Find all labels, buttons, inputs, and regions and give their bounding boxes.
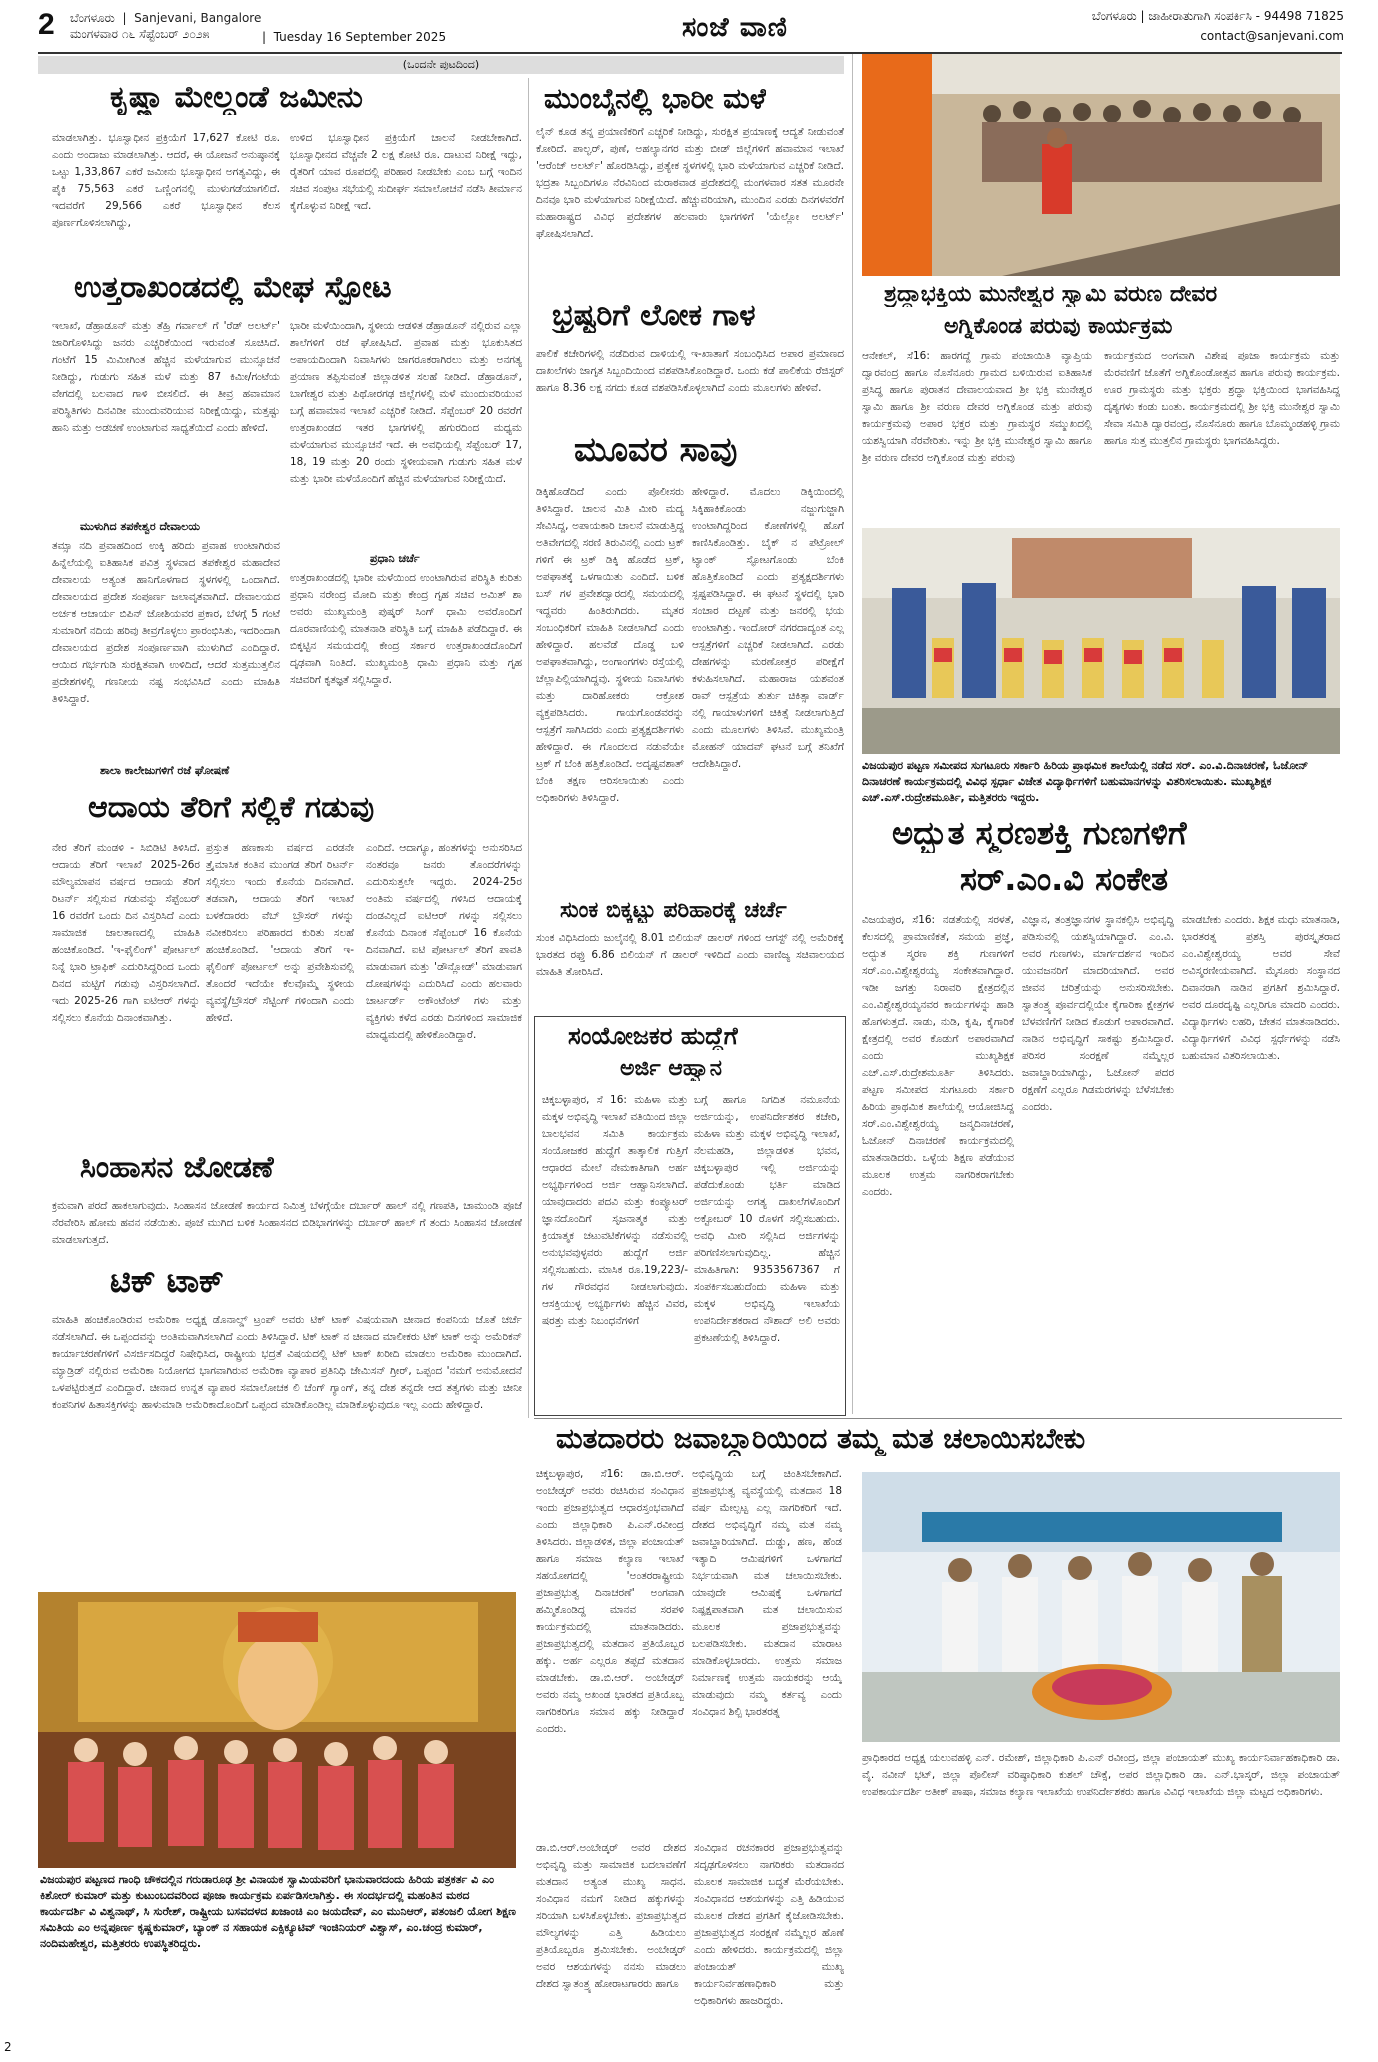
memory-col2: ವಿಜ್ಞಾನ, ತಂತ್ರಜ್ಞಾನಗಳ ಸ್ಥಾನಕಲ್ಪಿಸಿ ಅಭಿವೃದ್ಧಿ ಪಡಿಸುವಲ್ಲಿ ಯಶಸ್ವಿಯಾಗಿದ್ದಾರೆ. ಎಂ.ವಿ. ಅವರ ಗುಣಗಳು, ಮಾರ್ಗದರ್ಶನ ಇಂದಿನ ಯುವಜನರಿಗೆ ಮಾದರಿಯಾಗಿದೆ. ಅವರ ಜೀವನ ಚರಿತ್ರೆಯನ್ನು ಅನುಸರಿಸಬೇಕು. ಸ್ವಾತಂತ್ರ್ಯ ಪೂರ್ವದಲ್ಲಿಯೇ ಕೈಗಾರಿಕಾ ಕ್ಷೇತ್ರಗಳ ಬೆಳವಣಿಗೆಗೆ ನೀಡಿದ ಕೊಡುಗೆ ಅಪಾರವಾಗಿದೆ. ನಾಡಿನ ಅಭಿವೃದ್ಧಿಗೆ ಸಾಕಷ್ಟು ಶ್ರಮಿಸಿದ್ದಾರೆ. ಪರಿಸರ ಸಂರಕ್ಷಣೆ ನಮ್ಮೆಲ್ಲರ ಜವಾಬ್ದಾರಿಯಾಗಿದ್ದು, ಓಜೋನ್ ಪದರ ರಕ್ಷಣೆಗೆ ಎಲ್ಲರೂ ಗಿಡಮರಗಳನ್ನು ಬೆಳೆಸಬೇಕು ಎಂದರು. (1022, 914, 1174, 1113)
headline-memory: ಅದ್ಭುತ ಸ್ಮರಣಶಕ್ತಿ ಗುಣಗಳಿಗೆ (892, 814, 1187, 852)
masthead-paper: Sanjevani, Bangalore (134, 11, 262, 25)
page-number: 2 (38, 8, 55, 41)
masthead-right (1092, 6, 1344, 46)
headline-three-dead: ಮೂವರ ಸಾವು (574, 430, 738, 470)
continued-banner: (ಒಂದನೇ ಪುಟದಿಂದ) (38, 56, 844, 74)
throne-text: ಕ್ರಮವಾಗಿ ಪರದೆ ಹಾಕಲಾಗುವುದು. ಸಿಂಹಾಸನ ಜೋಡಣೆ ಕಾರ್ಯದ ನಿಮಿತ್ತ ಬೆಳಗ್ಗೆಯೇ ದರ್ಬಾರ್ ಹಾಲ್ ನಲ್ಲಿ ಗಣಪತಿ, ಚಾಮುಂಡಿ ಪೂಜೆ ನೆರವೇರಿಸಿ ಹೋಮ ಹವನ ನಡೆಯಿತು. ಪೂಜೆ ಮುಗಿದ ಬಳಿಕ ಸಿಂಹಾಸನದ ಬಿಡಿಭಾಗಗಳನ್ನು ದರ್ಬಾರ್ ಹಾಲ್ ಗೆ ತಂದು ಸಿಂಹಾಸನ ಜೋಡಣೆ ಮಾಡಲಾಗುತ್ತದೆ. (52, 1200, 522, 1246)
headline-tiktok: ಟಿಕ್ ಟಾಕ್ (110, 1262, 224, 1300)
voters-rule (534, 1418, 1342, 1419)
three-dead-col1: ಡಿಕ್ಕಿಹೊಡೆದಿದೆ ಎಂದು ಪೊಲೀಸರು ತಿಳಿಸಿದ್ದಾರೆ. ಚಾಲನ ಮಿತಿ ಮೀರಿ ಮದ್ಯ ಸೇವಿಸಿದ್ದ, ಅಪಾಯಕಾರಿ ಚಾಲನೆ ಮಾಡುತ್ತಿದ್ದ ಅತಿವೇಗದಲ್ಲಿ ಸರಣಿ ತಿರುವಿನಲ್ಲಿ ಎಂದು ಟ್ರಕ್ ಗಳಿಗೆ ಈ ಟ್ರಕ್ ಡಿಕ್ಕಿ ಹೊಡೆದ ಟ್ರಕ್, ಅಪಘಾತಕ್ಕೆ ಒಳಗಾಯಿತು ಎಂದಿದೆ. ಬಳಿಕ ಬಸ್ ಗಳ ಪ್ರವೇಶದ್ವಾರದಲ್ಲಿ ಸಮಯದಲ್ಲಿ ಇದ್ದವರು ಹಿಂತಿರುಗಿದರು. ಮೃತರ ಸಂಬಂಧಿಕರಿಗೆ ಮಾಹಿತಿ ನೀಡಲಾಗಿದೆ ಎಂದು ಹೇಳಿದ್ದಾರೆ. ಹಲವೆಡೆ ದೊಡ್ಡ ಬಳಿ ಅಪಘಾತವಾಗಿದ್ದು, ಅಂಗಾಂಗಗಳು ರಸ್ತೆಯಲ್ಲಿ ಚೆಲ್ಲಾಪಿಲ್ಲಿಯಾಗಿದ್ದವು. ಸ್ಥಳೀಯ ನಿವಾಸಿಗಳು ಮತ್ತು ದಾರಿಹೋಕರು ಆಕ್ರೋಶ ವ್ಯಕ್ತಪಡಿಸಿದರು. ಗಾಯಗೊಂಡವರನ್ನು ಆಸ್ಪತ್ರೆಗೆ ಸಾಗಿಸಿದರು ಎಂದು ಪ್ರತ್ಯಕ್ಷದರ್ಶಿಗಳು ಹೇಳಿದ್ದಾರೆ. ಈ ಗೊಂದಲದ ನಡುವೆಯೇ ಟ್ರಕ್ ಗೆ ಬೆಂಕಿ ಹತ್ತಿಕೊಂಡಿದೆ. ಅದೃಷ್ಟವಶಾತ್ ಬೆಂಕಿ ತಕ್ಷಣ ಆರಿಸಲಾಯಿತು ಎಂದು ಅಧಿಕಾರಿಗಳು ತಿಳಿಸಿದ್ದಾರೆ. (536, 486, 684, 804)
voters-photo-art (862, 1472, 1340, 1742)
headline-corrupt: ಭ್ರಷ್ಟರಿಗೆ ಲೋಕ ಗಾಳ (552, 298, 756, 333)
masthead-date-kn: ಮಂಗಳವಾರ ೧೬ ಸೆಪ್ಟೆಂಬರ್ ೨೦೨೫ (70, 27, 210, 41)
cloudburst-col1b: ತಮ್ಸಾ ನದಿ ಪ್ರವಾಹದಿಂದ ಉಕ್ಕಿ ಹರಿದು ಪ್ರವಾಹ ಉಂಟಾಗಿರುವ ಹಿನ್ನೆಲೆಯಲ್ಲಿ ಐತಿಹಾಸಿಕ ಪವಿತ್ರ ಸ್ಥಳವಾದ ತಪಕೇಶ್ವರ ಮಹಾದೇವ ದೇವಾಲಯ ಅತ್ಯಂತ ಹಾನಿಗೊಳಗಾದ ಸ್ಥಳಗಳಲ್ಲಿ ಒಂದಾಗಿದೆ. ದೇವಾಲಯದ ಪ್ರದೇಶ ಸಂಪೂರ್ಣ ಜಲಾವೃತವಾಗಿದೆ. ದೇವಾಲಯದ ಅರ್ಚಕ ಆಚಾರ್ಯ ಬಿಪಿನ್ ಜೋಶಿಯವರ ಪ್ರಕಾರ, ಬೆಳಗ್ಗೆ 5 ಗಂಟೆ ಸುಮಾರಿಗೆ ನದಿಯ ಹರಿವು ತೀವ್ರಗೊಳ್ಳಲು ಪ್ರಾರಂಭಿಸಿತು, ಇದರಿಂದಾಗಿ ದೇವಾಲಯದ ಪ್ರದೇಶ ಸಂಪೂರ್ಣವಾಗಿ ಮುಳುಗಿದೆ ಎಂದಿದ್ದಾರೆ. ಆಯಿದ ಗರ್ಭಗುಡಿ ಸುರಕ್ಷಿತವಾಗಿ ಉಳಿದಿದೆ, ಆದರೆ ಸುತ್ತಮುತ್ತಲಿನ ಪ್ರದೇಶಗಳಲ್ಲಿ ಗಣನೀಯ ನಷ್ಟ ಸಂಭವಿಸಿದೆ ಎಂದು ಮಾಹಿತಿ ತಿಳಿಸಿದ್ದಾರೆ. (52, 540, 280, 705)
corrupt-text: ಪಾಲಿಕೆ ಕಚೇರಿಗಳಲ್ಲಿ ನಡೆದಿರುವ ದಾಳಿಯಲ್ಲಿ ಇ-ಖಾತಾಗೆ ಸಂಬಂಧಿಸಿದ ಅಪಾರ ಪ್ರಮಾಣದ ದಾಖಲೆಗಳು ಜಾಗೃತ ಸಿಬ್ಬಂದಿಯಿಂದ ವಶಪಡಿಸಿಕೊಂಡಿದ್ದಾರೆ. ಒಂದು ಕಡೆ ಪಾಲಿಕೆಯ ರೆಜಿಸ್ಟರ್ ಹಾಗೂ 8.36 ಲಕ್ಷ ನಗದು ಕೂಡ ವಶಪಡಿಸಿಕೊಳ್ಳಲಾಗಿದೆ ಎಂದು ಮೂಲಗಳು ಹೇಳಿವೆ. (536, 348, 844, 394)
cloudburst-sub3: ಪ್ರಧಾನಿ ಚರ್ಚೆ (370, 552, 420, 565)
column-rule-right (852, 54, 853, 1414)
headline-memory-2: ಸರ್.ಎಂ.ವಿ ಸಂಕೇತ (960, 860, 1169, 898)
varuna-col1: ಆನೇಕಲ್, ಸೆ16: ಹಾರಗದ್ದೆ ಗ್ರಾಮ ಪಂಚಾಯಿತಿ ವ್ಯಾಪ್ತಿಯ ದ್ವಾರವಂದ್ರ ಹಾಗೂ ನೊಸೆನೂರು ಗ್ರಾಮದ ಬಳಿಯಿರುವ ಐತಿಹಾಸಿಕ ಪ್ರಸಿದ್ಧ ಹಾಗೂ ಪುರಾತನ ದೇವಾಲಯವಾದ ಶ್ರೀ ಭಕ್ತಿ ಮುನೇಶ್ವರ ಸ್ವಾಮಿ ಹಾಗೂ ಶ್ರೀ ವರುಣ ದೇವರ ಅಗ್ನಿಕೊಂಡ ಮತ್ತು ಪರುವು ಕಾರ್ಯಕ್ರಮವು ಅಪಾರ ಭಕ್ತರ ಮತ್ತು ಗ್ರಾಮಸ್ಥರ ಸಮ್ಮುಖದಲ್ಲಿ ಯಶಸ್ವಿಯಾಗಿ ನೆರವೇರಿತು. ಇನ್ನು ಶ್ರೀ ಭಕ್ತಿ ಮುನೇಶ್ವರ ಸ್ವಾಮಿ ಹಾಗೂ ಶ್ರೀ ವರುಣ ದೇವರ ಅಗ್ನಿಕೊಂಡ ಮತ್ತು ಪರುವು (862, 350, 1092, 464)
varuna-photo (862, 54, 1340, 276)
newspaper-logo: ಸಂಜೆ ವಾಣಿ (682, 12, 788, 43)
headline-krishna: ಕೃಷ್ಣಾ ಮೇಲ್ದಂಡೆ ಜಮೀನು (110, 80, 363, 115)
voters-photo (862, 1472, 1340, 1742)
school-photo (862, 528, 1340, 754)
headline-mumbai: ಮುಂಬೈನಲ್ಲಿ ಭಾರೀ ಮಳೆ (544, 82, 767, 115)
tax-col2: ಪ್ರಸ್ತುತ ಹಣಕಾಸು ವರ್ಷದ ಎರಡನೇ ತ್ರೈಮಾಸಿಕ ಕಂತಿನ ಮುಂಗಡ ತೆರಿಗೆ ರಿಟರ್ನ್ ಸಲ್ಲಿಸಲು ಇಂದು ಕೊನೆಯ ದಿನವಾಗಿದೆ. ತಡವಾಗಿ, ಆದಾಯ ತೆರಿಗೆ ಇಲಾಖೆ ಬಳಕೆದಾರರು ವೆಬ್ ಬ್ರೌಸರ್ ಗಳನ್ನು ನವೀಕರಿಸಲು ಪರಿಹಾರದ ಕುರಿತು ಸಲಹೆ ಹಂಚಿಕೊಂಡಿದೆ. 'ಆದಾಯ ತೆರಿಗೆ ಇ-ಫೈಲಿಂಗ್ ಪೋರ್ಟಲ್ ಅನ್ನು ಪ್ರವೇಶಿಸುವಲ್ಲಿ ತೊಂದರೆ ಇದೆಯೇ ಕೆಲವೊಮ್ಮೆ ಸ್ಥಳೀಯ ವ್ಯವಸ್ಥೆ/ಬ್ರೌಸರ್ ಸೆಟ್ಟಿಂಗ್ ಗಳಿಂದಾಗಿ ಎಂದು ಹೇಳಿದೆ. (206, 842, 354, 1024)
memory-col1: ವಿಜಯಪುರ, ಸೆ16: ನಡತೆಯಲ್ಲಿ ಸರಳತೆ, ಕೆಲಸದಲ್ಲಿ ಪ್ರಾಮಾಣಿಕತೆ, ಸಮಯ ಪ್ರಜ್ಞೆ, ಅದ್ಭುತ ಸ್ಮರಣ ಶಕ್ತಿ ಗುಣಗಳಿಗೆ ಸರ್.ಎಂ.ವಿಶ್ವೇಶ್ವರಯ್ಯ ಸಂಕೇತವಾಗಿದ್ದಾರೆ. ಇಡೀ ಜಗತ್ತು ನಿರಾವರಿ ಕ್ಷೇತ್ರದಲ್ಲಿನ ಎಂ.ವಿಶ್ವೇಶ್ವರಯ್ಯನವರ ಕಾರ್ಯಗಳನ್ನು ಹಾಡಿ ಹೊಗಳುತ್ತದೆ. ನಾಡು, ನುಡಿ, ಕೃಷಿ, ಕೈಗಾರಿಕೆ ಕ್ಷೇತ್ರದಲ್ಲಿ ಅವರ ಕೊಡುಗೆ ಅಪಾರವಾಗಿದೆ ಎಂದು ಮುಖ್ಯಶಿಕ್ಷಕ ಎಚ್.ಎಸ್.ರುದ್ರೇಶಮೂರ್ತಿ ತಿಳಿಸಿದರು. ಪಟ್ಟಣ ಸಮೀಪದ ಸುಗಟೂರು ಸರ್ಕಾರಿ ಹಿರಿಯ ಪ್ರಾಥಮಿಕ ಶಾಲೆಯಲ್ಲಿ ಆಯೋಜಿಸಿದ್ದ ಸರ್.ಎಂ.ವಿಶ್ವೇಶ್ವರಯ್ಯ ಜನ್ಮದಿನಾಚರಣೆ, ಓಜೋನ್ ದಿನಾಚರಣೆ ಕಾರ್ಯಕ್ರಮದಲ್ಲಿ ಮಾತನಾಡಿದರು. ಒಳ್ಳೆಯ ಶಿಕ್ಷಣ ಪಡೆಯುವ ಮೂಲಕ ಉತ್ತಮ ನಾಗರಿಕರಾಗಬೇಕು ಎಂದರು. (862, 914, 1014, 1198)
cloudburst-col2: ಭಾರೀ ಮಳೆಯಿಂದಾಗಿ, ಸ್ಥಳೀಯ ಆಡಳಿತ ಡೆಹ್ರಾಡೂನ್ ನಲ್ಲಿರುವ ಎಲ್ಲಾ ಶಾಲೆಗಳಿಗೆ ರಜೆ ಘೋಷಿಸಿದೆ. ಪ್ರವಾಹ ಮತ್ತು ಭೂಕುಸಿತದ ಅಪಾಯದಿಂದಾಗಿ ನಿವಾಸಿಗಳು ಜಾಗರೂಕರಾಗಿರಲು ಮತ್ತು ಅನಗತ್ಯ ಪ್ರಯಾಣ ತಪ್ಪಿಸುವಂತೆ ಜಿಲ್ಲಾಡಳಿತ ಸಲಹೆ ನೀಡಿದೆ. ಡೆಹ್ರಾಡೂನ್, ಬಾಗೇಶ್ವರ ಮತ್ತು ಪಿಥೋರಗಢ ಜಿಲ್ಲೆಗಳಲ್ಲಿ ಮಳೆ ಮುಂದುವರಿಯುವ ಬಗ್ಗೆ ಹವಾಮಾನ ಇಲಾಖೆ ಎಚ್ಚರಿಕೆ ನೀಡಿದೆ. ಸೆಪ್ಟೆಂಬರ್ 20 ರವರೆಗೆ ಉತ್ತರಾಖಂಡದ ಇತರ ಭಾಗಗಳಲ್ಲಿ ಹಗುರದಿಂದ ಮಧ್ಯಮ ಮಳೆಯಾಗುವ ಮುನ್ಸೂಚನೆ ಇದೆ. ಈ ಅವಧಿಯಲ್ಲಿ ಸೆಪ್ಟೆಂಬರ್ 17, 18, 19 ಮತ್ತು 20 ರಂದು ಸ್ಥಳೀಯವಾಗಿ ಗುಡುಗು ಸಹಿತ ಮಳೆ ಮತ್ತು ಭಾರೀ ಮಳೆಯೊಂದಿಗೆ ಹೆಚ್ಚಿನ ಮಳೆಯಾಗುವ ನಿರೀಕ್ಷೆಯಿದೆ. (290, 320, 522, 485)
cloudburst-col2b: ಉತ್ತರಾಖಂಡದಲ್ಲಿ ಭಾರೀ ಮಳೆಯಿಂದ ಉಂಟಾಗಿರುವ ಪರಿಸ್ಥಿತಿ ಕುರಿತು ಪ್ರಧಾನಿ ನರೇಂದ್ರ ಮೋದಿ ಮತ್ತು ಕೇಂದ್ರ ಗೃಹ ಸಚಿವ ಅಮಿತ್ ಶಾ ಅವರು ಮುಖ್ಯಮಂತ್ರಿ ಪುಷ್ಕರ್ ಸಿಂಗ್ ಧಾಮಿ ಅವರೊಂದಿಗೆ ದೂರವಾಣಿಯಲ್ಲಿ ಮಾತನಾಡಿ ಪರಿಸ್ಥಿತಿ ಬಗ್ಗೆ ಮಾಹಿತಿ ಪಡೆದಿದ್ದಾರೆ. ಈ ಬಿಕ್ಕಟ್ಟಿನ ಸಮಯದಲ್ಲಿ ಕೇಂದ್ರ ಸರ್ಕಾರ ಉತ್ತರಾಖಂಡದೊಂದಿಗೆ ದೃಢವಾಗಿ ನಿಂತಿದೆ. ಮುಖ್ಯಮಂತ್ರಿ ಧಾಮಿ ಪ್ರಧಾನಿ ಮತ್ತು ಗೃಹ ಸಚಿವರಿಗೆ ಕೃತಜ್ಞತೆ ಸಲ್ಲಿಸಿದ್ದಾರೆ. (290, 572, 522, 686)
coordinator-col1: ಚಿಕ್ಕಬಳ್ಳಾಪುರ, ಸೆ 16: ಮಹಿಳಾ ಮತ್ತು ಮಕ್ಕಳ ಅಭಿವೃದ್ಧಿ ಇಲಾಖೆ ವತಿಯಿಂದ ಜಿಲ್ಲಾ ಬಾಲಭವನ ಸಮಿತಿ ಕಾರ್ಯಕ್ರಮ ಸಂಯೋಜಕರ ಹುದ್ದೆಗೆ ತಾತ್ಕಾಲಿಕ ಗುತ್ತಿಗೆ ಆಧಾರದ ಮೇಲೆ ನೇಮಕಾತಿಗಾಗಿ ಅರ್ಹ ಅಭ್ಯರ್ಥಿಗಳಿಂದ ಅರ್ಜಿ ಆಹ್ವಾನಿಸಲಾಗಿದೆ. ಯಾವುದಾದರು ಪದವಿ ಮತ್ತು ಕಂಪ್ಯೂಟರ್ ಜ್ಞಾನದೊಂದಿಗೆ ಸೃಜನಾತ್ಮಕ ಮತ್ತು ಕ್ರಿಯಾತ್ಮಕ ಚಟುವಟಿಕೆಗಳನ್ನು ನಡೆಸುವಲ್ಲಿ ಅನುಭವವುಳ್ಳವರು ಹುದ್ದೆಗೆ ಅರ್ಜಿ ಸಲ್ಲಿಸಬಹುದು. ಮಾಸಿಕ ರೂ.19,223/- ಗಳ ಗೌರವಧನ ನೀಡಲಾಗುವುದು. ಆಸಕ್ತಿಯುಳ್ಳ ಅಭ್ಯರ್ಥಿಗಳು ಹೆಚ್ಚಿನ ವಿವರ, ಷರತ್ತು ಮತ್ತು ನಿಬಂಧನೆಗಳಿಗೆ (542, 1094, 688, 1327)
voters-col3: ಡಾ.ಬಿ.ಆರ್.ಅಂಬೇಡ್ಕರ್ ಅವರ ದೇಶದ ಅಭಿವೃದ್ಧಿ ಮತ್ತು ಸಾಮಾಜಿಕ ಬದಲಾವಣೆಗೆ ಮತದಾನ ಅತ್ಯಂತ ಮುಖ್ಯ ಸಾಧನ. ಸಂವಿಧಾನ ನಮಗೆ ನೀಡಿದ ಹಕ್ಕುಗಳನ್ನು ಸರಿಯಾಗಿ ಬಳಸಿಕೊಳ್ಳಬೇಕು. ಪ್ರಜಾಪ್ರಭುತ್ವದ ಮೌಲ್ಯಗಳನ್ನು ಎತ್ತಿ ಹಿಡಿಯಲು ಪ್ರತಿಯೊಬ್ಬರೂ ಶ್ರಮಿಸಬೇಕು. ಅಂಬೇಡ್ಕರ್ ಅವರ ಆಶಯಗಳನ್ನು ನನಸು ಮಾಡಲು ದೇಶದ ಸ್ವಾತಂತ್ರ್ಯ ಹೋರಾಟಗಾರರು ಹಾಗೂ (536, 1842, 686, 1990)
krishna-col1: ಮಾಡಲಾಗಿತ್ತು. ಭೂಸ್ವಾಧೀನ ಪ್ರಕ್ರಿಯೆಗೆ 17,627 ಕೋಟಿ ರೂ. ಎಂದು ಅಂದಾಜು ಮಾಡಲಾಗಿತ್ತು. ಆದರೆ, ಈ ಯೋಜನೆ ಅನುಷ್ಠಾನಕ್ಕೆ ಒಟ್ಟು 1,33,867 ಎಕರೆ ಜಮೀನು ಭೂಸ್ವಾಧೀನ ಅಗತ್ಯವಿದ್ದು, ಈ ಪೈಕಿ 75,563 ಎಕರೆ ಒಣ್ಣಿಂಗನಲ್ಲಿ ಮುಳುಗಡೆಯಾಗಲಿದೆ. ಇದವರೆಗೆ 29,566 ಎಕರೆ ಭೂಸ್ವಾಧೀನ ಕೆಲಸ ಪೂರ್ಣಗೊಳಿಸಲಾಗಿದ್ದು, (52, 132, 280, 229)
varuna-photo-art (862, 54, 1340, 276)
headline-coordinator-2: ಅರ್ಜಿ ಆಹ್ವಾನ (620, 1056, 723, 1081)
voters-col1: ಚಿಕ್ಕಬಳ್ಳಾಪುರ, ಸೆ16: ಡಾ.ಬಿ.ಆರ್. ಅಂಬೇಡ್ಕರ್ ಅವರು ರಚಿಸಿರುವ ಸಂವಿಧಾನ ಇಂದು ಪ್ರಜಾಪ್ರಭುತ್ವದ ಆಧಾರಸ್ತಂಭವಾಗಿದೆ ಎಂದು ಜಿಲ್ಲಾಧಿಕಾರಿ ಪಿ.ಎನ್.ರವೀಂದ್ರ ತಿಳಿಸಿದರು. ಜಿಲ್ಲಾಡಳಿತ, ಜಿಲ್ಲಾ ಪಂಚಾಯತ್ ಹಾಗೂ ಸಮಾಜ ಕಲ್ಯಾಣ ಇಲಾಖೆ ಸಹಯೋಗದಲ್ಲಿ 'ಅಂತರರಾಷ್ಟ್ರೀಯ ಪ್ರಜಾಪ್ರಭುತ್ವ ದಿನಾಚರಣೆ' ಅಂಗವಾಗಿ ಹಮ್ಮಿಕೊಂಡಿದ್ದ ಮಾನವ ಸರಪಳಿ ಕಾರ್ಯಕ್ರಮದಲ್ಲಿ ಮಾತನಾಡಿದರು. ಪ್ರಜಾಪ್ರಭುತ್ವದಲ್ಲಿ ಮತದಾನ ಪ್ರತಿಯೊಬ್ಬರ ಹಕ್ಕು. ಅರ್ಹ ಎಲ್ಲರೂ ತಪ್ಪದೆ ಮತದಾನ ಮಾಡಬೇಕು. ಡಾ.ಬಿ.ಆರ್. ಅಂಬೇಡ್ಕರ್ ಅವರು ನಮ್ಮ ಅಖಂಡ ಭಾರತದ ಪ್ರತಿಯೊಬ್ಬ ನಾಗರಿಕರಿಗೂ ಸಮಾನ ಹಕ್ಕು ನೀಡಿದ್ದಾರೆ ಎಂದರು. (536, 1468, 684, 1735)
school-photo-art (862, 528, 1340, 754)
ganesha-photo (38, 1592, 516, 1868)
masthead-date-en: | Tuesday 16 September 2025 (262, 30, 447, 44)
headline-coordinator: ಸಂಯೋಜಕರ ಹುದ್ದೆಗೆ (568, 1022, 738, 1050)
headline-throne: ಸಿಂಹಾಸನ ಜೋಡಣೆ (80, 1150, 274, 1185)
varuna-col2: ಕಾರ್ಯಕ್ರಮದ ಅಂಗವಾಗಿ ವಿಶೇಷ ಪೂಜಾ ಕಾರ್ಯಕ್ರಮ ಮತ್ತು ಮೆರವಣಿಗೆ ಜೊತೆಗೆ ಅಗ್ನಿಕೊಂಡೋತ್ಸವ ಹಾಗೂ ಪರುವು ಕಾರ್ಯಕ್ರಮ. ಊರ ಗ್ರಾಮಸ್ಥರು ಮತ್ತು ಭಕ್ತರು ಶ್ರದ್ಧಾ ಭಕ್ತಿಯಿಂದ ಭಾಗವಹಿಸಿದ್ದ ದೃಶ್ಯಗಳು ಕಂಡು ಬಂತು. ಕಾರ್ಯಕ್ರಮದಲ್ಲಿ ಶ್ರೀ ಭಕ್ತಿ ಮುನೇಶ್ವರ ಸ್ವಾಮಿ ಸೇವಾ ಸಮಿತಿ ದ್ವಾರವಂದ್ರ, ನೊಸೆನೂರು ಹಾಗೂ ಬೊಮ್ಮಂಡಹಳ್ಳಿ ಗ್ರಾಮ ಹಾಗೂ ಸುತ್ತ ಮುತ್ತಲಿನ ಗ್ರಾಮಸ್ಥರು ಭಾಗವಹಿಸಿದ್ದರು. (1104, 350, 1340, 447)
masthead-email: contact@sanjevani.com (1200, 29, 1344, 43)
headline-varuna-2: ಅಗ್ನಿಕೊಂಡ ಪರುವು ಕಾರ್ಯಕ್ರಮ (944, 314, 1173, 339)
footer-page-number: 2 (4, 2040, 12, 2054)
headline-tariff: ಸುಂಕ ಬಿಕ್ಕಟ್ಟು ಪರಿಹಾರಕ್ಕೆ ಚರ್ಚೆ (560, 898, 787, 923)
cloudburst-sub2: ಶಾಲಾ ಕಾಲೇಜುಗಳಿಗೆ ರಜೆ ಘೋಷಣೆ (100, 764, 230, 777)
column-rule (528, 78, 529, 1418)
masthead-ad-contact: ಬೆಂಗಳೂರು | ಜಾಹೀರಾತುಗಾಗಿ ಸಂಪರ್ಕಿಸಿ - 94498 71825 (1091, 9, 1344, 23)
tax-col1: ನೇರ ತೆರಿಗೆ ಮಂಡಳಿ - ಸಿಬಿಡಿಟಿ ತಿಳಿಸಿದೆ. ಆದಾಯ ತೆರಿಗೆ ಇಲಾಖೆ 2025-26ರ ಮೌಲ್ಯಮಾಪನ ವರ್ಷದ ಆದಾಯ ತೆರಿಗೆ ರಿಟರ್ನ್ ಸಲ್ಲಿಸುವ ಗಡುವನ್ನು ಸೆಪ್ಟೆಂಬರ್ 16 ರವರೆಗೆ ಒಂದು ದಿನ ವಿಸ್ತರಿಸಿದೆ ಎಂದು ಸಾಮಾಜಿಕ ಜಾಲತಾಣದಲ್ಲಿ ಮಾಹಿತಿ ಹಂಚಿಕೊಂಡಿದೆ. 'ಇ-ಫೈಲಿಂಗ್' ಪೋರ್ಟಲ್ ನಿನ್ನೆ ಭಾರಿ ಟ್ರಾಫಿಕ್ ಎದುರಿಸಿದ್ದರಿಂದ ಒಂದು ದಿನದ ಮಟ್ಟಿಗೆ ಗಡುವು ವಿಸ್ತರಿಸಲಾಗಿದೆ. ಇದು 2025-26 ಗಾಗಿ ಐಟಿಆರ್ ಗಳನ್ನು ಸಲ್ಲಿಸಲು ಕೊನೆಯ ದಿನಾಂಕವಾಗಿತ್ತು. (52, 842, 200, 1024)
school-caption: ವಿಜಯಪುರ ಪಟ್ಟಣ ಸಮೀಪದ ಸುಗಟೂರು ಸರ್ಕಾರಿ ಹಿರಿಯ ಪ್ರಾಥಮಿಕ ಶಾಲೆಯಲ್ಲಿ ನಡೆದ ಸರ್. ಎಂ.ವಿ.ದಿನಾಚರಣೆ, ಓಜೋನ್ ದಿನಾಚರಣೆ ಕಾರ್ಯಕ್ರಮದಲ್ಲಿ ವಿವಿಧ ಸ್ಪರ್ಧಾ ವಿಜೇತ ವಿದ್ಯಾರ್ಥಿಗಳಿಗೆ ಬಹುಮಾನಗಳನ್ನು ವಿತರಿಸಲಾಯಿತು. ಮುಖ್ಯಶಿಕ್ಷಕ ಎಚ್.ಎಸ್.ರುದ್ರೇಶಮೂರ್ತಿ, ಮತ್ತಿತರರು ಇದ್ದರು. (862, 759, 1309, 804)
ganesha-caption: ವಿಜಯಪುರ ಪಟ್ಟಣದ ಗಾಂಧಿ ಚೌಕದಲ್ಲಿನ ಗರುಡಾರೂಢ ಶ್ರೀ ವಿನಾಯಕ ಸ್ವಾಮಿಯವರಿಗೆ ಭಾನುವಾರದಂದು ಹಿರಿಯ ಪತ್ರಕರ್ತ ವಿ ಎಂ ಕಿಶೋರ್ ಕುಮಾರ್ ಮತ್ತು ಕುಟುಂಬದವರಿಂದ ಪೂಜಾ ಕಾರ್ಯಕ್ರಮ ಏರ್ಪಡಿಸಲಾಗಿತ್ತು. ಈ ಸಂದರ್ಭದಲ್ಲಿ ಮಹಂತಿನ ಮಠದ ಕಾರ್ಯದರ್ಶಿ ವಿ ವಿಶ್ವನಾಥ್, ಸಿ ಸುರೇಶ್, ರಾಷ್ಟ್ರೀಯ ಬಸವದಳದ ಖಜಾಂಚಿ ಎಂ ಜಯದೇವ್, ಎಂ ಮುನಿಆರ್, ಪತಂಜಲಿ ಯೋಗ ಶಿಕ್ಷಣ ಸಮಿತಿಯ ಎಂ ಅನ್ನಪೂರ್ಣ ಕೃಷ್ಣಕುಮಾರ್, ಬ್ಯಾಂಕ್ ನ ಸಹಾಯಕ ಎಕ್ಸಿಕ್ಯೂಟಿವ್ ಇಂಜಿನಿಯರ್ ವಿಶ್ವಾಸ್, ಎಂ.ಚಂದ್ರ ಕುಮಾರ್, ನಂದಿಮಹೇಶ್ವರ, ಮತ್ತಿತರರು ಉಪಸ್ಥಿತರಿದ್ದರು. (40, 1873, 516, 1950)
voters-col4: ಸಂವಿಧಾನ ರಚನಕಾರರ ಪ್ರಜಾಪ್ರಭುತ್ವವನ್ನು ಸದೃಢಗೊಳಿಸಲು ನಾಗರಿಕರು ಮತದಾನದ ಮೂಲಕ ಸಾಮಾಜಿಕ ಬದ್ಧತೆ ಮೆರೆಯಬೇಕು. ಸಂವಿಧಾನದ ಆಶಯಗಳನ್ನು ಎತ್ತಿ ಹಿಡಿಯುವ ಮೂಲಕ ದೇಶದ ಪ್ರಗತಿಗೆ ಕೈಜೋಡಿಸಬೇಕು. ಪ್ರಜಾಪ್ರಭುತ್ವದ ಸಂರಕ್ಷಣೆ ನಮ್ಮೆಲ್ಲರ ಹೊಣೆ ಎಂದು ಹೇಳಿದರು. ಕಾರ್ಯಕ್ರಮದಲ್ಲಿ ಜಿಲ್ಲಾ ಪಂಚಾಯತ್ ಮುಖ್ಯ ಕಾರ್ಯನಿರ್ವಹಣಾಧಿಕಾರಿ ಮತ್ತು ಅಧಿಕಾರಿಗಳು ಹಾಜರಿದ್ದರು. (694, 1842, 844, 2007)
ganesha-photo-art (38, 1592, 516, 1868)
krishna-col2: ಉಳಿದ ಭೂಸ್ವಾಧೀನ ಪ್ರಕ್ರಿಯೆಗೆ ಚಾಲನೆ ನೀಡಬೇಕಾಗಿದೆ. ಭೂಸ್ವಾಧೀನದ ವೆಚ್ಚವೇ 2 ಲಕ್ಷ ಕೋಟಿ ರೂ. ದಾಟುವ ನಿರೀಕ್ಷೆ ಇದ್ದು, ರೈತರಿಗೆ ಯಾವ ರೂಪದಲ್ಲಿ ಪರಿಹಾರ ನೀಡಬೇಕು ಎಂಬ ಬಗ್ಗೆ ಇಂದಿನ ಸಚಿವ ಸಂಪುಟ ಸಭೆಯಲ್ಲಿ ಸುದೀರ್ಘ ಸಮಾಲೋಚನೆ ನಡೆಸಿ ತೀರ್ಮಾನ ಕೈಗೊಳ್ಳುವ ನಿರೀಕ್ಷೆ ಇದೆ. (290, 132, 522, 212)
date-en-text: Tuesday 16 September 2025 (273, 30, 447, 44)
coordinator-col2: ಬಗ್ಗೆ ಹಾಗೂ ನಿಗದಿತ ನಮೂನೆಯ ಅರ್ಜಿಯನ್ನು, ಉಪನಿರ್ದೇಶಕರ ಕಚೇರಿ, ಮಹಿಳಾ ಮತ್ತು ಮಕ್ಕಳ ಅಭಿವೃದ್ಧಿ ಇಲಾಖೆ, ನೆಲಮಹಡಿ, ಜಿಲ್ಲಾಡಳಿತ ಭವನ, ಚಿಕ್ಕಬಳ್ಳಾಪುರ ಇಲ್ಲಿ ಅರ್ಜಿಯನ್ನು ಪಡೆದುಕೊಂಡು ಭರ್ತಿ ಮಾಡಿದ ಅರ್ಜಿಯನ್ನು ಅಗತ್ಯ ದಾಖಲೆಗಳೊಂದಿಗೆ ಅಕ್ಟೋಬರ್ 10 ರೊಳಗೆ ಸಲ್ಲಿಸಬಹುದು. ಅವಧಿ ಮೀರಿ ಸಲ್ಲಿಸಿದ ಅರ್ಜಿಗಳನ್ನು ಪರಿಗಣಿಸಲಾಗುವುದಿಲ್ಲ. ಹೆಚ್ಚಿನ ಮಾಹಿತಿಗಾಗಿ: 9353567367 ಗೆ ಸಂಪರ್ಕಿಸಬಹುದೆಂದು ಮಹಿಳಾ ಮತ್ತು ಮಕ್ಕಳ ಅಭಿವೃದ್ಧಿ ಇಲಾಖೆಯ ಉಪನಿರ್ದೇಶಕರಾದ ನೌಶಾದ್ ಅಲಿ ಅವರು ಪ್ರಕಟಣೆಯಲ್ಲಿ ತಿಳಿಸಿದ್ದಾರೆ. (694, 1094, 840, 1344)
headline-varuna: ಶ್ರದ್ಧಾಭಕ್ತಿಯ ಮುನೇಶ್ವರ ಸ್ವಾಮಿ ವರುಣ ದೇವರ (884, 282, 1218, 307)
headline-cloudburst: ಉತ್ತರಾಖಂಡದಲ್ಲಿ ಮೇಘ ಸ್ಫೋಟ (74, 270, 392, 305)
three-dead-col2: ಹೇಳಿದ್ದಾರೆ. ಮೊದಲು ಡಿಕ್ಕಿಯಿಂದಲ್ಲಿ ಸಿಕ್ಕಿಹಾಕಿಕೊಂಡು ನಜ್ಜುಗುಜ್ಜಾಗಿ ಉಂಟಾಗಿದ್ದರಿಂದ ಕೋಣೆಗಳಲ್ಲಿ ಹೊಗೆ ಕಾಣಿಸಿಕೊಂಡಿತ್ತು. ಬೈಕ್ ನ ಪೆಟ್ರೋಲ್ ಟ್ಯಾಂಕ್ ಸ್ಫೋಟಗೊಂಡು ಬೆಂಕಿ ಹೊತ್ತಿಕೊಂಡಿದೆ ಎಂದು ಪ್ರತ್ಯಕ್ಷದರ್ಶಿಗಳು ಸ್ಪಷ್ಟಪಡಿಸಿದ್ದಾರೆ. ಈ ಘಟನೆ ಸ್ಥಳದಲ್ಲಿ ಭಾರಿ ಸಂಚಾರ ದಟ್ಟಣೆ ಮತ್ತು ಜನರಲ್ಲಿ ಭಯ ಉಂಟಾಗಿತ್ತು. ಇಂದೋರ್ ನಗರದಾದ್ಯಂತ ಎಲ್ಲ ಆಸ್ಪತ್ರೆಗಳಿಗೆ ಎಚ್ಚರಿಕೆ ನೀಡಲಾಗಿದೆ. ಎರಡು ದೇಹಗಳನ್ನು ಮರಣೋತ್ತರ ಪರೀಕ್ಷೆಗೆ ಕಳುಹಿಸಲಾಗಿದೆ. ಮಹಾರಾಜ ಯಶವಂತ ರಾವ್ ಆಸ್ಪತ್ರೆಯ ತುರ್ತು ಚಿಕಿತ್ಸಾ ವಾರ್ಡ್ ನಲ್ಲಿ ಗಾಯಾಳುಗಳಿಗೆ ಚಿಕಿತ್ಸೆ ನೀಡಲಾಗುತ್ತಿದೆ ಎಂದು ಮೂಲಗಳು ತಿಳಿಸಿವೆ. ಮುಖ್ಯಮಂತ್ರಿ ಮೋಹನ್ ಯಾದವ್ ಘಟನೆ ಬಗ್ಗೆ ತನಿಖೆಗೆ ಆದೇಶಿಸಿದ್ದಾರೆ. (692, 486, 844, 770)
tariff-text: ಸುಂಕ ವಿಧಿಸಿದಂದು ಜುಲೈನಲ್ಲಿ 8.01 ಬಿಲಿಯನ್ ಡಾಲರ್ ಗಳಿಂದ ಆಗಸ್ಟ್ ನಲ್ಲಿ ಅಮೆರಿಕಕ್ಕೆ ಭಾರತದ ರಫ್ತು 6.86 ಬಿಲಿಯನ್ ಗೆ ಡಾಲರ್ ಇಳಿದಿದೆ ಎಂದು ವಾಣಿಜ್ಯ ಸಚಿವಾಲಯದ ಮಾಹಿತಿ ತೋರಿಸಿದೆ. (536, 932, 844, 978)
headline-voters: ಮತದಾರರು ಜವಾಬ್ದಾರಿಯಿಂದ ತಮ್ಮ ಮತ ಚಲಾಯಿಸಬೇಕು (556, 1422, 1086, 1455)
voters-col5: ಪ್ರಾಧಿಕಾರದ ಅಧ್ಯಕ್ಷ ಯಲುವಹಳ್ಳಿ ಎನ್. ರಮೇಶ್, ಜಿಲ್ಲಾಧಿಕಾರಿ ಪಿ.ಎನ್ ರವೀಂದ್ರ, ಜಿಲ್ಲಾ ಪಂಚಾಯತ್ ಮುಖ್ಯ ಕಾರ್ಯನಿರ್ವಾಹಕಾಧಿಕಾರಿ ಡಾ. ವೈ. ನವೀನ್ ಭಟ್, ಜಿಲ್ಲಾ ಪೊಲೀಸ್ ವರಿಷ್ಠಾಧಿಕಾರಿ ಕುಶಲ್ ಚೌಕ್ಸೆ, ಅಪರ ಜಿಲ್ಲಾಧಿಕಾರಿ ಡಾ. ಎನ್.ಭಾಸ್ಕರ್, ಜಿಲ್ಲಾ ಪಂಚಾಯತ್ ಉಪಕಾರ್ಯದರ್ಶಿ ಅತೀಕ್ ಪಾಷಾ, ಸಮಾಜ ಕಲ್ಯಾಣ ಇಲಾಖೆಯ ಉಪನಿರ್ದೇಶಕರು ಹಾಗೂ ವಿವಿಧ ಇಲಾಖೆಯ ಜಿಲ್ಲಾ ಮಟ್ಟದ ಅಧಿಕಾರಿಗಳು. (862, 1752, 1340, 1798)
voters-col2: ಅಭಿವೃದ್ಧಿಯ ಬಗ್ಗೆ ಚಿಂತಿಸಬೇಕಾಗಿದೆ. ಪ್ರಜಾಪ್ರಭುತ್ವ ವ್ಯವಸ್ಥೆಯಲ್ಲಿ ಮತದಾನ 18 ವರ್ಷ ಮೇಲ್ಪಟ್ಟ ಎಲ್ಲ ನಾಗರಿಕರಿಗೆ ಇದೆ. ದೇಶದ ಅಭಿವೃದ್ಧಿಗೆ ನಮ್ಮ ಮತ ನಮ್ಮ ಜವಾಬ್ದಾರಿಯಾಗಿದೆ. ದುಡ್ಡು, ಹಣ, ಹೆಂಡ ಇತ್ಯಾದಿ ಆಮಿಷಗಳಿಗೆ ಒಳಗಾಗದೆ ನಿರ್ಭಯವಾಗಿ ಮತ ಚಲಾಯಿಸಬೇಕು. ಯಾವುದೇ ಆಮಿಷಕ್ಕೆ ಒಳಗಾಗದೆ ನಿಷ್ಪಕ್ಷಪಾತವಾಗಿ ಮತ ಚಲಾಯಿಸುವ ಮೂಲಕ ಪ್ರಜಾಪ್ರಭುತ್ವವನ್ನು ಬಲಪಡಿಸಬೇಕು. ಮತದಾನ ಮಾರಾಟ ಮಾಡಿಕೊಳ್ಳಬಾರದು. ಉತ್ತಮ ಸಮಾಜ ನಿರ್ಮಾಣಕ್ಕೆ ಉತ್ತಮ ನಾಯಕರನ್ನು ಆಯ್ಕೆ ಮಾಡುವುದು ನಮ್ಮ ಕರ್ತವ್ಯ ಎಂದು ಸಂವಿಧಾನ ಶಿಲ್ಪಿ ಭಾರತರತ್ನ (692, 1468, 842, 1718)
masthead-left: ಬೆಂಗಳೂರು | Sanjevani, Bangalore ಮಂಗಳವಾರ ೧೬ ಸೆಪ್ಟೆಂಬರ್ ೨೦೨೫ (70, 11, 262, 41)
tiktok-col1: ಮಾಹಿತಿ ಹಂಚಿಕೊಂಡಿರುವ ಅಮೆರಿಕಾ ಅಧ್ಯಕ್ಷ ಡೊನಾಲ್ಡ್ ಟ್ರಂಪ್ ಅವರು ಟಿಕ್ ಟಾಕ್ ವಿಷಯವಾಗಿ ಚೀನಾದ ಕಂಪನಿಯ ಜೊತೆ ಚರ್ಚೆ ನಡೆಸಲಾಗಿದೆ. ಈ ಒಪ್ಪಂದವನ್ನು ಅಂತಿಮವಾಗಿಸಲಾಗಿದೆ ಎಂದು ತಿಳಿಸಿದ್ದಾರೆ. ಟಿಕ್ ಟಾಕ್ ನ ಚೀನಾದ ಮಾಲೀಕರು ಟಿಕ್ ಟಾಕ್ ಅನ್ನು ಅಮೆರಿಕನ್ ಕಾರ್ಯಾಚರಣೆಗಳಿಗೆ ವಿಸರ್ಜಿಸದಿದ್ದರೆ ನಿಷೇಧಿಸಿದ, ರಾಷ್ಟ್ರೀಯ ಭದ್ರತೆ ವಿಷಯದಲ್ಲಿ ಟಿಕ್ ಟಾಕ್ ಖರೀದಿ ಮಾಡಲು ಅಮೆರಿಕಾ ಮುಂದಾಗಿದೆ. ಮ್ಯಾಡ್ರಿಡ್ ನಲ್ಲಿರುವ ಅಮೆರಿಕಾ ನಿಯೋಗದ ಭಾಗವಾಗಿರುವ ಅಮೆರಿಕಾ ವ್ಯಾಪಾರ ಪ್ರತಿನಿಧಿ ಜೇಮಿಸನ್ ಗ್ರೀರ್, ಒಪ್ಪಂದ 'ನಮಗೆ ಅನುಮೋದನೆ ಒಳಪಟ್ಟಿರುತ್ತದೆ ಎಂದಿದ್ದಾರೆ. ಚೀನಾದ ಉನ್ನತ ವ್ಯಾಪಾರ ಸಮಾಲೋಚಕ ಲಿ ಚೆಂಗ್ ಗ್ಯಾಂಗ್, ತನ್ನ ದೇಶ ತನ್ನದೇ ಆದ ತತ್ವಗಳು ಮತ್ತು ಚೀನೀ ಕಂಪನಿಗಳ ಹಿತಾಸಕ್ತಿಗಳನ್ನು ಹಾಳುಮಾಡಿ ಅಮೆರಿಕಾದೊಂದಿಗೆ ಒಪ್ಪಂದ ಮಾಡಿಕೊಂಡಿಲ್ಲ ಮಾಡಿಕೊಳ್ಳುವುದೂ ಇಲ್ಲ ಎಂದು ಹೇಳಿದ್ದಾರೆ. (52, 1314, 522, 1411)
mumbai-text: ಲೈನ್ ಕೂಡ ತನ್ನ ಪ್ರಯಾಣಿಕರಿಗೆ ಎಚ್ಚರಿಕೆ ನೀಡಿದ್ದು, ಸುರಕ್ಷಿತ ಪ್ರಯಾಣಕ್ಕೆ ಆದ್ಯತೆ ನೀಡುವಂತೆ ಕೋರಿದೆ. ಪಾಲ್ಘರ್, ಪುಣೆ, ಅಹಲ್ಯಾನಗರ ಮತ್ತು ಬೀಡ್ ಜಿಲ್ಲೆಗಳಿಗೆ ಹವಾಮಾನ ಇಲಾಖೆ 'ಆರೆಂಜ್ ಅಲರ್ಟ್' ಹೊರಡಿಸಿದ್ದು, ಪ್ರತ್ಯೇಕ ಸ್ಥಳಗಳಲ್ಲಿ ಭಾರಿ ಮಳೆಯಾಗುವ ಎಚ್ಚರಿಕೆ ನೀಡಿದೆ. ಭದ್ರತಾ ಸಿಬ್ಬಂದಿಗಳೂ ನೆರವಿನಿಂದ ಮರಾಠವಾಡ ಪ್ರದೇಶದಲ್ಲಿ ಮಂಗಳವಾರ ಸತತ ಮೂರನೇ ದಿನವೂ ಭಾರಿ ಮಳೆಯಾಗುವ ನಿರೀಕ್ಷೆಯಿದೆ. ಹೆಚ್ಚುವರಿಯಾಗಿ, ಮುಂದಿನ ಎರಡು ದಿನಗಳವರೆಗೆ ಮಹಾರಾಷ್ಟ್ರದ ವಿವಿಧ ಪ್ರದೇಶಗಳ ಹಲವಾರು ಭಾಗಗಳಿಗೆ 'ಯೆಲ್ಲೋ ಅಲರ್ಟ್' ಘೋಷಿಸಲಾಗಿದೆ. (536, 126, 844, 240)
cloudburst-sub1: ಮುಳುಗಿದ ತಪಕೇಶ್ವರ ದೇವಾಲಯ (80, 520, 201, 533)
tax-col3: ಎಂದಿದೆ. ಆದಾಗ್ಯೂ, ಹಂತಗಳನ್ನು ಅನುಸರಿಸಿದ ನಂತರವೂ ಜನರು ತೊಂದರೆಗಳನ್ನು ಎದುರಿಸುತ್ತಲೇ ಇದ್ದರು. 2024-25ರ ಅಂತಿಮ ವರ್ಷದಲ್ಲಿ ಗಳಿಸಿದ ಆದಾಯಕ್ಕೆ ದಂಡವಿಲ್ಲದೆ ಐಟಿಆರ್ ಗಳನ್ನು ಸಲ್ಲಿಸಲು ಕೊನೆಯ ದಿನಾಂಕ ಸೆಪ್ಟೆಂಬರ್ 16 ಕೊನೆಯ ದಿನವಾಗಿದೆ. ಐಟಿ ಪೋರ್ಟಲ್ ತೆರಿಗೆ ಪಾವತಿ ಮಾಡುವಾಗ ಮತ್ತು 'ಡೌನ್ಲೋಡ್' ಮಾಡುವಾಗ ದೋಷಗಳನ್ನು ಎದುರಿಸಿದೆ ಎಂದು ಹಲವಾರು ಚಾರ್ಟರ್ಡ್ ಅಕೌಂಟೆಂಟ್ ಗಳು ಮತ್ತು ವ್ಯಕ್ತಿಗಳು ಕಳೆದ ಎರಡು ದಿನಗಳಿಂದ ಸಾಮಾಜಿಕ ಮಾಧ್ಯಮದಲ್ಲಿ ಹೇಳಿಕೊಂಡಿದ್ದಾರೆ. (366, 842, 522, 1041)
masthead (0, 0, 1378, 58)
memory-col3: ಮಾಡಬೇಕು ಎಂದರು. ಶಿಕ್ಷಕ ಮಧು ಮಾತನಾಡಿ, ಭಾರತರತ್ನ ಪ್ರಶಸ್ತಿ ಪುರಸ್ಕೃತರಾದ ಎಂ.ವಿಶ್ವೇಶ್ವರಯ್ಯ ಅವರ ಸೇವೆ ಅವಿಸ್ಮರಣೀಯವಾಗಿದೆ. ಮೈಸೂರು ಸಂಸ್ಥಾನದ ದಿವಾನರಾಗಿ ನಾಡಿನ ಪ್ರಗತಿಗೆ ಶ್ರಮಿಸಿದ್ದಾರೆ. ಅವರ ದೂರದೃಷ್ಟಿ ಎಲ್ಲರಿಗೂ ಮಾದರಿ ಎಂದರು. ವಿದ್ಯಾರ್ಥಿಗಳು ಲಹರಿ, ಚೇತನ ಮಾತನಾಡಿದರು. ವಿದ್ಯಾರ್ಥಿಗಳಿಗೆ ವಿವಿಧ ಸ್ಪರ್ಧೆಗಳನ್ನು ನಡೆಸಿ ಬಹುಮಾನ ವಿತರಿಸಲಾಯಿತು. (1182, 914, 1340, 1062)
headline-tax: ಆದಾಯ ತೆರಿಗೆ ಸಲ್ಲಿಕೆ ಗಡುವು (88, 790, 375, 825)
cloudburst-col1: ಇಲಾಖೆ, ಡೆಹ್ರಾಡೂನ್ ಮತ್ತು ತೆಹ್ರಿ ಗರ್ವಾಲ್ ಗೆ 'ರೆಡ್ ಅಲರ್ಟ್' ಜಾರಿಗೊಳಿಸಿದ್ದು ಜನರು ಎಚ್ಚರಿಕೆಯಿಂದ ಇರುವಂತೆ ಸೂಚಿಸಿದೆ. ಗಂಟೆಗೆ 15 ಮಿಮೀಗಿಂತ ಹೆಚ್ಚಿನ ಮಳೆಯಾಗುವ ಮುನ್ಸೂಚನೆ ನೀಡಿದ್ದು, ಗುಡುಗು ಸಹಿತ ಮಳೆ ಮತ್ತು 87 ಕಿಮೀ/ಗಂಟೆಯ ವೇಗದಲ್ಲಿ ಬಲವಾದ ಗಾಳಿ ಬೀಸಲಿದೆ. ಈ ತೀವ್ರ ಹವಾಮಾನ ಪರಿಸ್ಥಿತಿಗಳು ದಿನವಿಡೀ ಮುಂದುವರಿಯುವ ನಿರೀಕ್ಷೆಯಿದ್ದು, ಮತ್ತಷ್ಟು ಹಾನಿ ಮತ್ತು ಅಡಚಣೆ ಉಂಟಾಗುವ ಸಾಧ್ಯತೆಯಿದೆ ಎಂದು ಹೇಳಿದೆ. (52, 320, 280, 434)
masthead-city: ಬೆಂಗಳೂರು (70, 11, 115, 25)
